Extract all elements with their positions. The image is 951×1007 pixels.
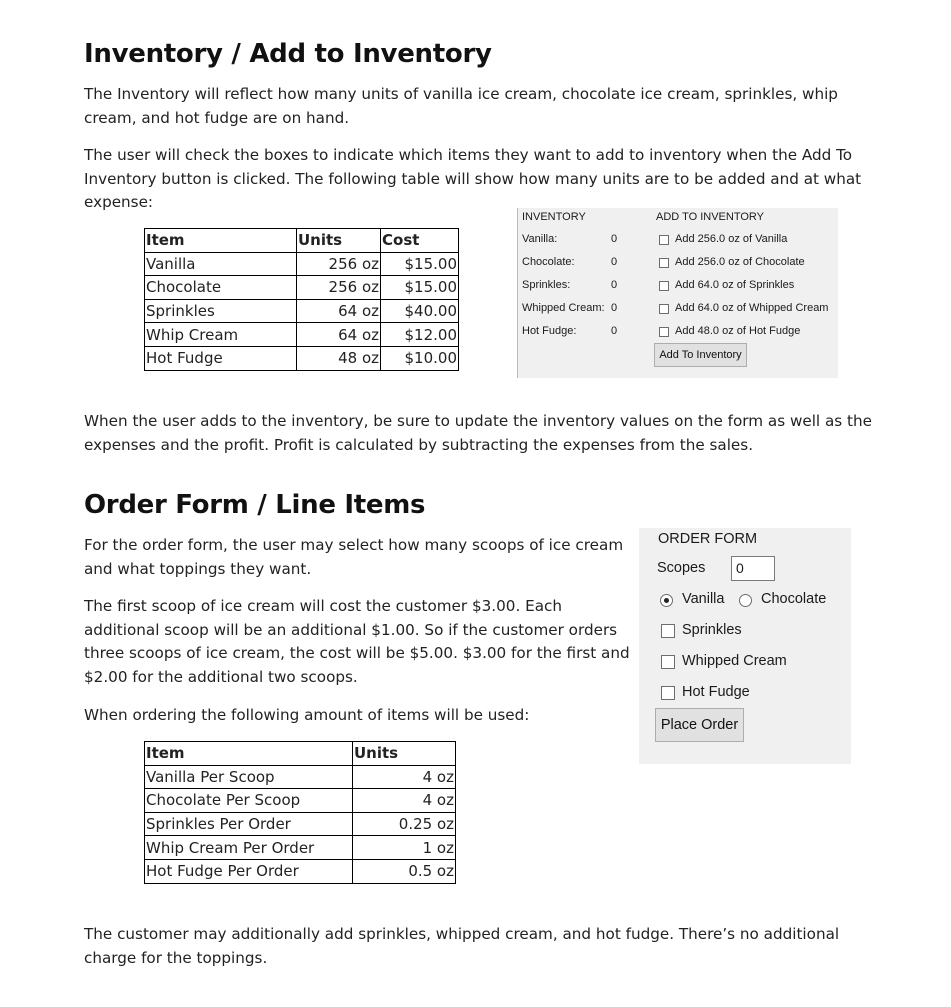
inventory-chocolate-value: 0	[611, 256, 618, 268]
text-line: Inventory button is clicked. The following table will show how many units are to be added and at what	[84, 169, 862, 188]
inventory-update-paragraph	[84, 410, 872, 457]
add-sprinkles-label[interactable]: Add 64.0 oz of Sprinkles	[675, 279, 795, 291]
add-to-inventory-title: ADD TO INVENTORY	[656, 211, 764, 223]
text-line: The first scoop of ice cream will cost the customer $3.00. Each	[84, 597, 562, 615]
table-cell: Sprinkles Per Order	[145, 812, 353, 836]
inventory-form-window	[517, 208, 838, 378]
inventory-cost-table	[144, 228, 459, 371]
table-row	[145, 765, 456, 789]
inventory-whipped-cream-label: Whipped Cream:	[522, 302, 605, 314]
scopes-input[interactable]: 0	[731, 556, 775, 581]
table-row	[145, 346, 459, 370]
inventory-sprinkles-label: Sprinkles:	[522, 279, 571, 291]
table-cell: Vanilla	[145, 252, 297, 276]
table-cell: Chocolate Per Scoop	[145, 789, 353, 813]
place-order-button[interactable]: Place Order	[655, 708, 744, 742]
order-form-intro-paragraph	[84, 534, 623, 581]
table-row	[145, 836, 456, 860]
add-hot-fudge-label[interactable]: Add 48.0 oz of Hot Fudge	[675, 325, 801, 337]
table-cell: $10.00	[381, 346, 459, 370]
text-line: The customer may additionally add sprinkles, whipped cream, and hot fudge. There’s no additional	[84, 925, 840, 943]
chocolate-radio-label[interactable]: Chocolate	[761, 591, 827, 607]
table-cell: 1 oz	[353, 836, 456, 860]
table-cell: Hot Fudge Per Order	[145, 859, 353, 883]
chocolate-radio[interactable]	[739, 594, 752, 607]
order-form-section-heading: Order Form / Line Items	[84, 490, 426, 520]
table-row	[145, 789, 456, 813]
table-cell: 4 oz	[353, 765, 456, 789]
table-cell: 256 oz	[297, 252, 381, 276]
text-line: charge for the toppings.	[84, 948, 268, 967]
text-line: and what toppings they want.	[84, 559, 312, 578]
table-header-cell: Cost	[381, 229, 459, 253]
text-line: The user will check the boxes to indicate which items they want to add to inventory when the Add To	[84, 146, 853, 164]
vanilla-radio[interactable]	[660, 594, 673, 607]
add-hot-fudge-checkbox[interactable]	[659, 327, 669, 337]
text-line: The Inventory will reflect how many units of vanilla ice cream, chocolate ice cream, sprinkles, whip	[84, 85, 838, 103]
table-cell: Whip Cream Per Order	[145, 836, 353, 860]
table-header-cell: Item	[145, 742, 353, 766]
table-row	[145, 299, 459, 323]
table-cell: $15.00	[381, 252, 459, 276]
table-row	[145, 323, 459, 347]
add-vanilla-checkbox[interactable]	[659, 235, 669, 245]
table-cell: 0.25 oz	[353, 812, 456, 836]
inventory-sprinkles-value: 0	[611, 279, 618, 291]
table-header-cell: Units	[353, 742, 456, 766]
add-sprinkles-checkbox[interactable]	[659, 281, 669, 291]
text-line: additional scoop will be an additional $1.00. So if the customer orders	[84, 620, 618, 639]
table-cell: 256 oz	[297, 276, 381, 300]
hot-fudge-checkbox-label[interactable]: Hot Fudge	[682, 684, 750, 700]
text-line: $2.00 for the additional two scoops.	[84, 667, 358, 686]
inventory-hot-fudge-label: Hot Fudge:	[522, 325, 577, 337]
add-chocolate-checkbox[interactable]	[659, 258, 669, 268]
inventory-intro-paragraph	[84, 83, 838, 130]
inventory-title: INVENTORY	[522, 211, 586, 223]
text-line: When the user adds to the inventory, be sure to update the inventory values on the form as well as the	[84, 412, 872, 430]
inventory-instructions-paragraph	[84, 144, 861, 215]
order-form-window	[639, 528, 851, 764]
table-header-row	[145, 742, 456, 766]
inventory-vanilla-label: Vanilla:	[522, 233, 558, 245]
usage-intro-paragraph: When ordering the following amount of items will be used:	[84, 706, 530, 724]
add-to-inventory-button[interactable]: Add To Inventory	[654, 343, 747, 367]
table-cell: 0.5 oz	[353, 859, 456, 883]
table-row	[145, 276, 459, 300]
table-row	[145, 252, 459, 276]
table-cell: Sprinkles	[145, 299, 297, 323]
table-cell: 4 oz	[353, 789, 456, 813]
text-line: expense:	[84, 193, 154, 211]
text-line: For the order form, the user may select how many scoops of ice cream	[84, 536, 624, 554]
inventory-vanilla-value: 0	[611, 233, 618, 245]
add-whipped-cream-checkbox[interactable]	[659, 304, 669, 314]
sprinkles-checkbox[interactable]	[661, 624, 675, 638]
table-header-row	[145, 229, 459, 253]
table-row	[145, 859, 456, 883]
order-form-title: ORDER FORM	[658, 531, 758, 547]
text-line: three scoops of ice cream, the cost will be $5.00. $3.00 for the first and	[84, 644, 630, 662]
table-cell: $12.00	[381, 323, 459, 347]
toppings-note-paragraph	[84, 923, 839, 970]
table-header-cell: Item	[145, 229, 297, 253]
inventory-chocolate-label: Chocolate:	[522, 256, 575, 268]
table-cell: $15.00	[381, 276, 459, 300]
table-cell: Chocolate	[145, 276, 297, 300]
table-cell: Hot Fudge	[145, 346, 297, 370]
inventory-hot-fudge-value: 0	[611, 325, 618, 337]
hot-fudge-checkbox[interactable]	[661, 686, 675, 700]
table-cell: 48 oz	[297, 346, 381, 370]
text-line: cream, and hot fudge are on hand.	[84, 108, 350, 127]
usage-per-order-table	[144, 741, 456, 884]
add-chocolate-label[interactable]: Add 256.0 oz of Chocolate	[675, 256, 805, 268]
table-cell: 64 oz	[297, 323, 381, 347]
scoop-pricing-paragraph	[84, 595, 630, 689]
table-row	[145, 812, 456, 836]
table-cell: 64 oz	[297, 299, 381, 323]
add-whipped-cream-label[interactable]: Add 64.0 oz of Whipped Cream	[675, 302, 829, 314]
table-cell: $40.00	[381, 299, 459, 323]
table-header-cell: Units	[297, 229, 381, 253]
add-vanilla-label[interactable]: Add 256.0 oz of Vanilla	[675, 233, 788, 245]
text-line: expenses and the profit. Profit is calculated by subtracting the expenses from the sales.	[84, 435, 754, 454]
table-cell: Vanilla Per Scoop	[145, 765, 353, 789]
sprinkles-checkbox-label[interactable]: Sprinkles	[682, 622, 742, 638]
table-cell: Whip Cream	[145, 323, 297, 347]
inventory-section-heading: Inventory / Add to Inventory	[84, 39, 492, 69]
scopes-label: Scopes	[657, 560, 706, 576]
vanilla-radio-label[interactable]: Vanilla	[682, 591, 725, 607]
inventory-whipped-cream-value: 0	[611, 302, 618, 314]
whipped-cream-checkbox-label[interactable]: Whipped Cream	[682, 653, 787, 669]
whipped-cream-checkbox[interactable]	[661, 655, 675, 669]
